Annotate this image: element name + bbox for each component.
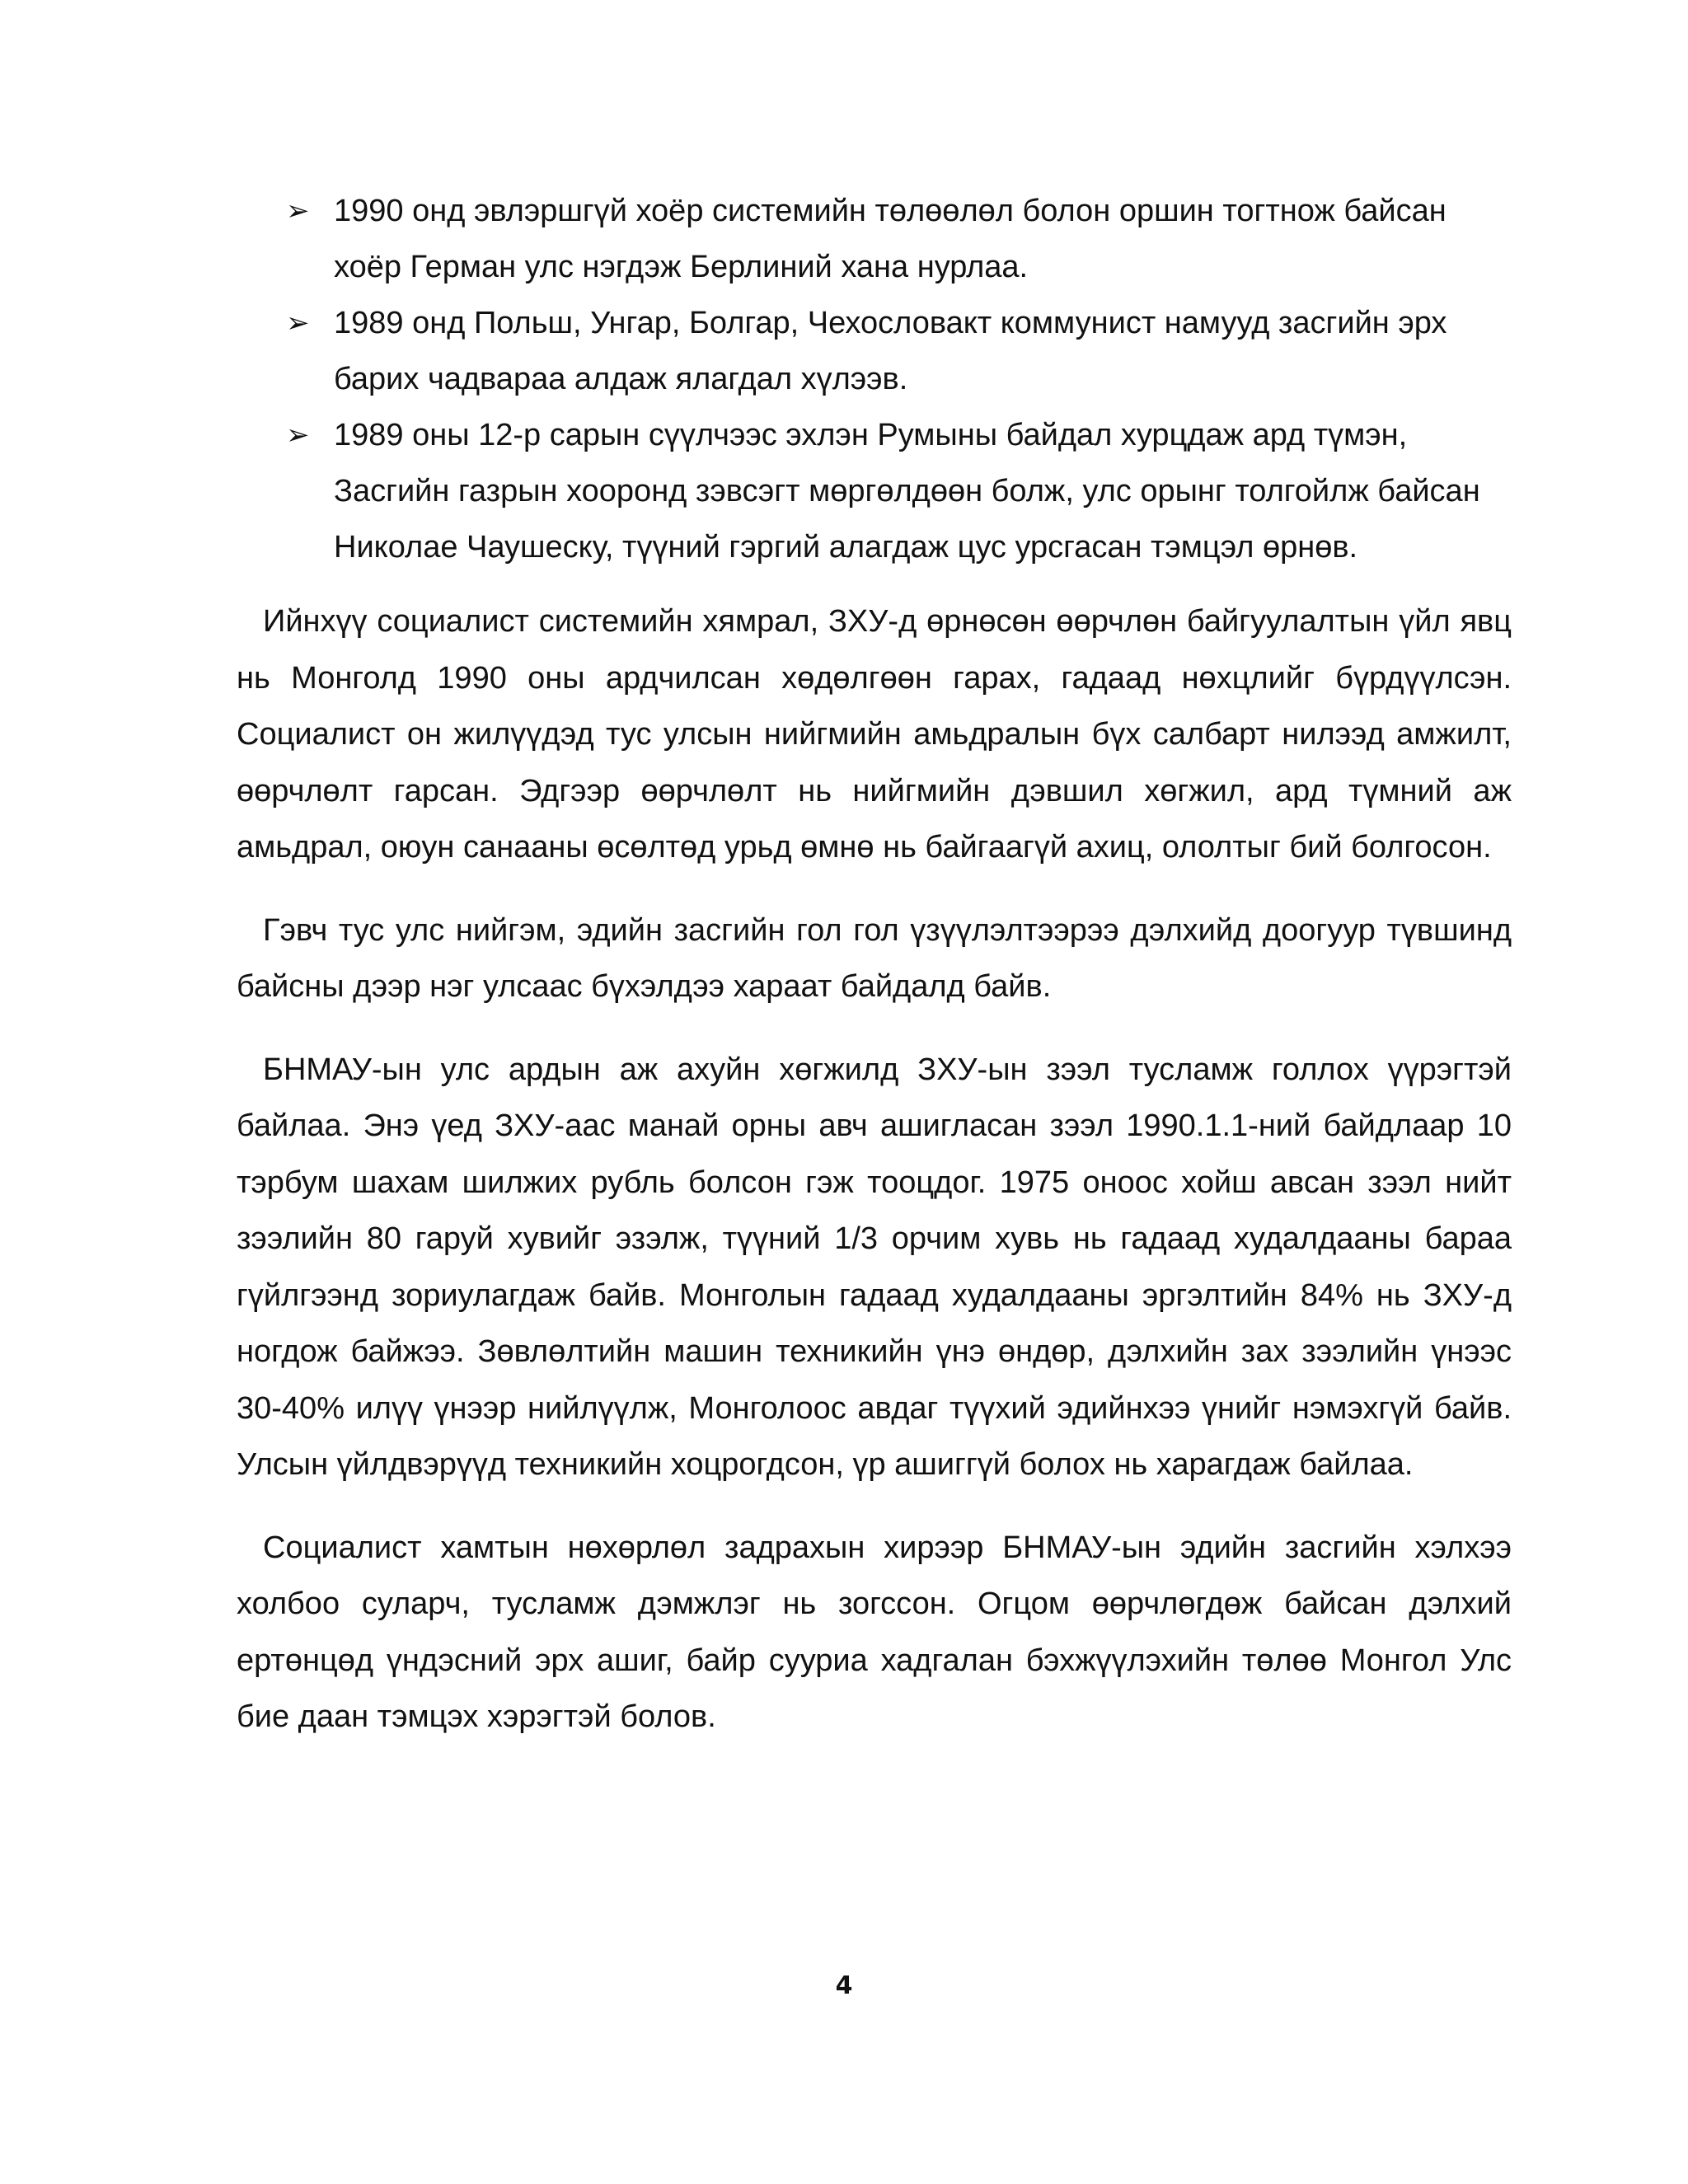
bullet-list [237,183,1512,575]
list-item [237,295,1512,407]
bullet-text: 1989 онд Польш, Унгар, Болгар, Чехословакт коммунист намууд засгийн эрх барих чадвараа алдаж ялагдал хүлээв. [334,306,1447,396]
paragraph: БНМАУ-ын улс ардын аж ахуйн хөгжилд ЗХУ-ын зээл тусламж голлох үүрэгтэй байлаа. Энэ үед ЗХУ-аас манай орны авч ашигласан зээл 1990.1.1-ний байдлаар 10 тэрбум шахам шилжих рубль болсон гэж тооцдог. 1975 оноос хойш авсан зээл нийт зээлийн 80 гаруй хувийг эзэлж, түүний 1/3 орчим хувь нь гадаад худалдааны бараа гүйлгээнд зориулагдаж байв. Монголын гадаад худалдааны эргэлтийн 84% нь ЗХУ-д ногдож байжээ. Зөвлөлтийн машин техникийн үнэ өндөр, дэлхийн зах зээлийн үнээс 30-40% илүү үнээр нийлүүлж, Монголоос авдаг түүхий эдийнхээ үнийг нэмэхгүй байв. Улсын үйлдвэрүүд техникийн хоцрогдсон, үр ашиггүй болох нь харагдаж байлаа. [237,1052,1512,1482]
arrow-bullet-icon: ➢ [286,419,310,451]
page-content [237,183,1512,1746]
page-number: 4 [835,1971,853,2000]
list-item [237,407,1512,575]
paragraph: Ийнхүү социалист системийн хямрал, ЗХУ-д өрнөсөн өөрчлөн байгуулалтын үйл явц нь Монголд 1990 оны ардчилсан хөдөлгөөн гарах, гадаад нөхцлийг бүрдүүлсэн. Социалист он жилүүдэд тус улсын нийгмийн амьдралын бүх салбарт нилээд амжилт, өөрчлөлт гарсан. Эдгээр өөрчлөлт нь нийгмийн дэвшил хөгжил, ард түмний аж амьдрал, оюун санааны өсөлтөд урьд өмнө нь байгаагүй ахиц, ололтыг бий болгосон. [237,604,1512,865]
bullet-text: 1990 онд эвлэршгүй хоёр системийн төлөөлөл болон оршин тогтнож байсан хоёр Герман улс нэгдэж Берлиний хана нурлаа. [334,194,1447,284]
paragraph: Социалист хамтын нөхөрлөл задрахын хирээр БНМАУ-ын эдийн засгийн хэлхээ холбоо суларч, тусламж дэмжлэг нь зогссон. Огцом өөрчлөгдөж байсан дэлхий ертөнцөд үндэсний эрх ашиг, байр сууриа хадгалан бэхжүүлэхийн төлөө Монгол Улс бие даан тэмцэх хэрэгтэй болов. [237,1530,1512,1734]
bullet-text: 1989 оны 12-р сарын сүүлчээс эхлэн Румыны байдал хурцдаж ард түмэн, Засгийн газрын хооронд зэвсэгт мөргөлдөөн болж, улс орынг толгойлж байсан Николае Чаушеску, түүний гэргий алагдаж цус урсгасан тэмцэл өрнөв. [334,418,1480,565]
list-item [237,183,1512,295]
arrow-bullet-icon: ➢ [286,195,310,227]
arrow-bullet-icon: ➢ [286,307,310,339]
paragraph: Гэвч тус улс нийгэм, эдийн засгийн гол гол үзүүлэлтээрээ дэлхийд доогуур түвшинд байсны дээр нэг улсаас бүхэлдээ хараат байдалд байв. [237,912,1512,1004]
